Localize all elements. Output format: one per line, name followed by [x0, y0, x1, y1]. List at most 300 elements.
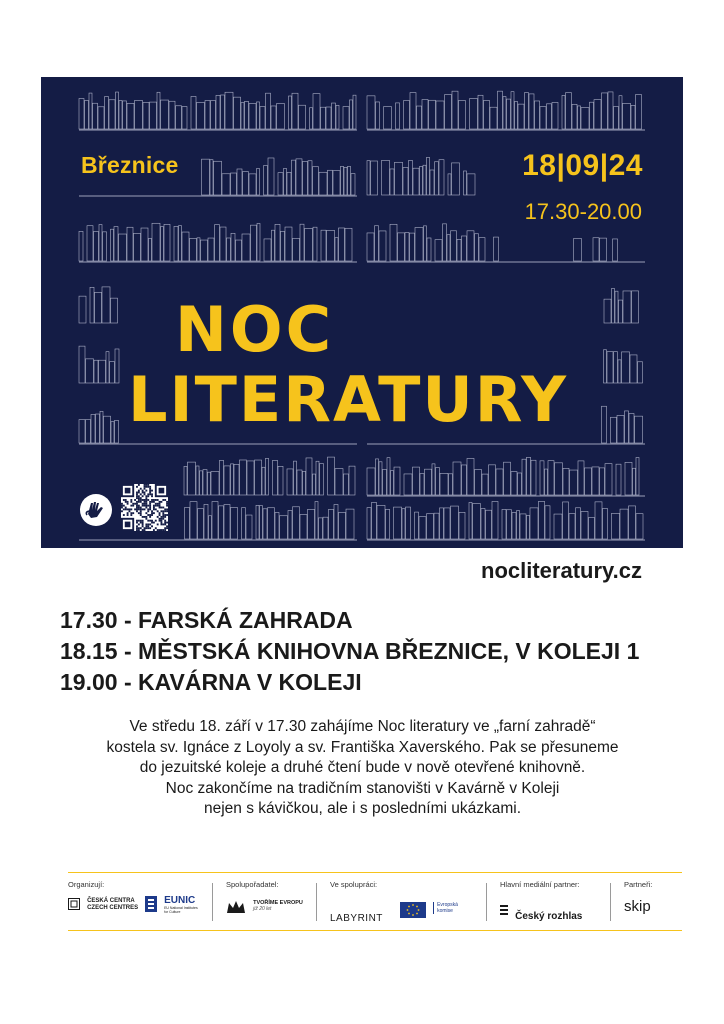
book-spine	[319, 172, 327, 195]
book-spine	[280, 516, 288, 539]
book-spine	[141, 228, 148, 261]
book-spine	[367, 468, 375, 495]
book-spine	[379, 462, 382, 495]
book-spine	[79, 99, 84, 129]
book-spine	[585, 468, 592, 495]
book-spine	[306, 458, 312, 495]
book-spine	[619, 96, 622, 129]
book-spine	[94, 360, 98, 383]
book-spine	[89, 93, 92, 129]
book-spine	[409, 160, 413, 195]
description-line: nejen s kávičkou, ale i s posledními ukázkami.	[203, 800, 522, 817]
book-spine	[268, 508, 275, 539]
book-spine	[219, 506, 224, 539]
book-spine	[394, 507, 402, 539]
book-spine	[182, 107, 187, 129]
book-spine	[367, 96, 375, 129]
book-spine	[260, 107, 265, 129]
book-spine	[630, 355, 637, 383]
book-spine	[612, 513, 620, 539]
book-spine	[197, 238, 200, 261]
book-spine	[79, 231, 83, 261]
book-spine	[262, 467, 265, 495]
book-spine	[420, 166, 423, 195]
book-spine	[613, 239, 618, 261]
book-spine	[308, 509, 315, 539]
book-spine	[278, 466, 283, 495]
book-spine	[622, 352, 630, 383]
book-spine	[413, 467, 420, 495]
book-spine	[190, 502, 197, 539]
book-spine	[529, 94, 534, 129]
copartner-caption: Spolupořadatel:	[226, 880, 279, 889]
book-spine	[222, 174, 230, 195]
book-spine	[203, 470, 207, 495]
book-spine	[205, 101, 210, 129]
book-spine	[367, 161, 370, 195]
book-spine	[387, 458, 390, 495]
book-spine	[525, 93, 529, 129]
poster-title-line2: LITERATURY	[128, 363, 569, 436]
book-spine	[633, 468, 636, 495]
book-spine	[616, 464, 621, 495]
book-spine	[377, 505, 385, 539]
book-spine	[503, 97, 506, 129]
book-spine	[348, 166, 351, 195]
book-spine	[319, 518, 323, 539]
book-spine	[410, 233, 415, 261]
book-spine	[619, 300, 623, 323]
book-spine	[413, 168, 419, 195]
book-spine	[623, 103, 631, 129]
book-spine	[321, 107, 326, 129]
book-spine	[467, 231, 474, 261]
book-spine	[379, 231, 386, 261]
book-spine	[339, 512, 346, 539]
book-spine	[636, 458, 639, 495]
book-spine	[335, 469, 343, 495]
book-spine	[518, 104, 524, 129]
book-spine	[135, 100, 143, 129]
book-spine	[490, 107, 497, 129]
book-spine	[98, 107, 104, 129]
book-spine	[247, 461, 254, 495]
book-spine	[593, 238, 599, 261]
book-spine	[453, 462, 461, 495]
hand-logo-icon	[80, 494, 112, 526]
book-spine	[600, 468, 605, 495]
book-spine	[216, 95, 220, 129]
book-spine	[266, 458, 269, 495]
book-spine	[569, 514, 575, 539]
book-spine	[143, 102, 149, 129]
book-spine	[436, 468, 440, 495]
book-spine	[196, 466, 199, 495]
cooperation-group	[330, 880, 480, 928]
book-spine	[299, 105, 306, 129]
book-spine	[305, 229, 313, 261]
book-spine	[333, 171, 340, 195]
book-spine	[201, 240, 208, 261]
book-spine	[574, 239, 582, 261]
schedule-item: 18.15 - MĚSTSKÁ KNIHOVNA BŘEZNICE, V KOLEJI 1	[60, 638, 640, 664]
book-spine	[127, 227, 133, 261]
copartner-group	[226, 880, 321, 928]
book-spine	[208, 472, 211, 495]
book-spine	[221, 95, 225, 129]
book-spine	[572, 104, 577, 129]
book-spine	[104, 416, 111, 443]
book-spine	[234, 97, 241, 129]
book-spine	[161, 100, 169, 129]
book-spine	[110, 362, 115, 383]
book-spine	[475, 234, 479, 261]
book-spine	[464, 171, 467, 195]
book-spine	[310, 108, 313, 129]
book-spine	[79, 346, 85, 383]
book-spine	[184, 466, 187, 495]
book-spine	[281, 231, 285, 261]
book-spine	[176, 106, 182, 129]
book-spine	[629, 414, 634, 443]
book-spine	[515, 101, 518, 129]
book-spine	[95, 292, 102, 323]
book-spine	[285, 227, 292, 261]
book-spine	[602, 93, 608, 129]
book-spine	[249, 104, 256, 129]
book-spine	[631, 105, 635, 129]
book-spine	[109, 100, 115, 129]
book-spine	[590, 102, 594, 129]
book-spine	[432, 464, 435, 495]
book-spine	[417, 106, 422, 129]
book-spine	[447, 235, 450, 261]
book-spine	[475, 470, 482, 495]
book-spine	[589, 518, 595, 539]
book-spine	[328, 170, 333, 195]
book-spine	[99, 225, 102, 261]
book-spine	[489, 465, 496, 495]
book-spine	[563, 468, 569, 495]
book-spine	[425, 469, 432, 495]
book-spine	[604, 299, 611, 323]
book-spine	[467, 174, 475, 195]
book-spine	[296, 159, 302, 195]
book-spine	[494, 237, 499, 261]
organizers-caption: Organizují:	[68, 880, 105, 889]
book-spine	[394, 467, 400, 495]
schedule-item: 17.30 - FARSKÁ ZAHRADA	[60, 607, 353, 633]
book-spine	[224, 466, 230, 495]
schedule-item: 19.00 - KAVÁRNA V KOLEJI	[60, 669, 362, 695]
website-link[interactable]: nocliteratury.cz	[481, 558, 642, 583]
book-spine	[315, 502, 318, 539]
partners-group	[624, 880, 682, 928]
footer-divider-top	[68, 872, 682, 873]
book-spine	[449, 474, 453, 495]
book-spine	[396, 103, 400, 129]
eunic-logo: EUNIC EU National Institutes for Culture	[145, 896, 202, 915]
partners-footer	[68, 880, 682, 928]
book-spine	[540, 107, 546, 129]
book-spine	[518, 473, 522, 495]
book-spine	[344, 167, 347, 195]
book-spine	[231, 173, 237, 195]
book-spine	[303, 471, 306, 495]
book-spine	[420, 474, 424, 495]
book-spine	[435, 240, 442, 261]
book-spine	[467, 458, 474, 495]
book-spine	[376, 459, 379, 495]
book-spine	[636, 514, 643, 539]
book-spine	[459, 512, 465, 539]
book-spine	[552, 102, 558, 129]
book-spine	[570, 470, 578, 495]
book-spine	[545, 506, 550, 539]
book-spine	[328, 457, 335, 495]
book-spine	[436, 101, 444, 129]
book-spine	[292, 160, 296, 195]
book-spine	[272, 230, 275, 261]
book-spine	[479, 238, 485, 261]
event-description	[60, 717, 665, 820]
czech-centres-icon	[68, 898, 80, 910]
book-spine	[578, 106, 581, 129]
event-poster	[41, 77, 683, 548]
book-spine	[434, 513, 439, 539]
book-spine	[323, 517, 328, 539]
book-spine	[504, 462, 511, 495]
book-spine	[341, 166, 344, 195]
book-spine	[303, 161, 308, 195]
event-date: 18|09|24	[522, 149, 643, 182]
book-spine	[375, 226, 379, 261]
book-spine	[367, 233, 374, 261]
event-schedule	[60, 605, 639, 698]
book-spine	[111, 229, 114, 261]
event-time: 17.30-20.00	[524, 199, 642, 224]
book-spine	[157, 92, 160, 129]
book-spine	[300, 224, 304, 261]
book-spine	[287, 469, 293, 495]
book-spine	[351, 174, 355, 195]
book-spine	[197, 103, 205, 129]
book-spine	[459, 101, 466, 129]
book-spine	[246, 515, 252, 539]
book-spine	[484, 101, 490, 129]
book-spine	[149, 238, 152, 261]
book-spine	[111, 422, 114, 443]
book-spine	[208, 238, 214, 261]
book-spine	[592, 467, 599, 495]
description-line: kostela sv. Ignáce z Loyoly a sv. Františka Xaverského. Pak se přesuneme	[106, 738, 619, 756]
book-spine	[427, 238, 431, 261]
book-spine	[353, 95, 356, 129]
book-spine	[90, 287, 94, 323]
cesky-rozhlas-logo: Český rozhlas	[500, 904, 582, 923]
book-spine	[603, 509, 608, 539]
book-spine	[535, 101, 540, 129]
book-spine	[632, 291, 639, 323]
book-spine	[320, 464, 324, 495]
book-spine	[288, 511, 292, 539]
book-spine	[111, 298, 118, 323]
book-spine	[423, 165, 426, 195]
book-spine	[277, 104, 285, 129]
book-spine	[96, 414, 100, 443]
book-spine	[415, 228, 423, 261]
book-spine	[287, 172, 291, 195]
book-spine	[349, 466, 355, 495]
european-commission-logo: Evropská komise	[400, 902, 458, 921]
book-spine	[182, 232, 189, 261]
book-spine	[419, 517, 426, 539]
book-spine	[602, 406, 607, 443]
book-spine	[237, 169, 242, 195]
book-spine	[164, 224, 170, 261]
book-spine	[231, 233, 235, 261]
book-spine	[563, 502, 569, 539]
book-spine	[443, 224, 447, 261]
book-spine	[243, 172, 249, 195]
book-spine	[255, 460, 262, 495]
book-spine	[604, 350, 607, 383]
book-spine	[114, 227, 118, 261]
book-spine	[289, 96, 292, 129]
poster-title-line1: NOC	[175, 293, 335, 366]
book-spine	[313, 167, 319, 195]
book-spine	[249, 174, 256, 195]
book-spine	[638, 362, 643, 383]
footer-divider-bottom	[68, 930, 682, 931]
book-spine	[617, 416, 624, 443]
book-spine	[391, 471, 394, 495]
book-spine	[435, 162, 439, 195]
book-spine	[371, 161, 378, 195]
book-spine	[346, 509, 354, 539]
book-spine	[200, 471, 203, 495]
book-spine	[618, 360, 621, 383]
book-spine	[429, 100, 436, 129]
book-spine	[224, 505, 230, 539]
book-spine	[271, 106, 276, 129]
rozhlas-icon	[500, 905, 508, 915]
book-spine	[297, 470, 302, 495]
book-spine	[531, 460, 536, 495]
book-spine	[620, 509, 628, 539]
book-spine	[264, 166, 268, 195]
book-spine	[210, 160, 213, 195]
book-spine	[496, 469, 503, 495]
book-spine	[398, 233, 405, 261]
book-spine	[115, 349, 119, 383]
book-spine	[93, 103, 98, 129]
book-spine	[554, 514, 562, 539]
book-spine	[105, 97, 109, 129]
book-spine	[87, 226, 93, 261]
book-spine	[629, 506, 636, 539]
skip-logo: skip	[624, 898, 651, 915]
book-spine	[161, 227, 164, 261]
book-spine	[343, 107, 349, 129]
book-spine	[562, 95, 565, 129]
footer-separator	[610, 883, 611, 921]
book-spine	[106, 352, 109, 383]
book-spine	[605, 464, 612, 495]
book-spine	[326, 107, 331, 129]
book-spine	[452, 91, 458, 129]
book-spine	[202, 159, 210, 195]
book-spine	[595, 502, 602, 539]
book-spine	[406, 507, 411, 539]
footer-separator	[212, 883, 213, 921]
book-spine	[382, 160, 390, 195]
book-spine	[245, 101, 249, 129]
book-spine	[427, 157, 430, 195]
book-spine	[209, 516, 212, 539]
book-spine	[327, 230, 335, 261]
book-spine	[273, 460, 278, 495]
book-spine	[231, 508, 238, 539]
book-spine	[367, 508, 371, 539]
book-spine	[94, 232, 99, 261]
book-spine	[517, 511, 520, 539]
book-spine	[376, 102, 380, 129]
book-spine	[345, 228, 352, 261]
book-spine	[470, 99, 478, 129]
book-spine	[134, 233, 141, 261]
book-spine	[313, 94, 320, 129]
book-spine	[415, 512, 419, 539]
book-spine	[486, 510, 492, 539]
book-spine	[625, 411, 629, 443]
book-spine	[576, 508, 581, 539]
book-spine	[444, 508, 450, 539]
book-spine	[241, 103, 244, 129]
book-spine	[150, 102, 157, 129]
book-spine	[424, 226, 427, 261]
book-spine	[198, 509, 204, 539]
media-partner-caption: Hlavní mediální partner:	[500, 880, 580, 889]
book-spine	[344, 474, 349, 495]
book-spine	[350, 100, 353, 129]
book-spine	[430, 170, 434, 195]
book-spine	[581, 108, 589, 129]
book-spine	[278, 173, 283, 195]
book-spine	[462, 465, 467, 495]
book-spine	[600, 238, 607, 261]
footer-separator	[316, 883, 317, 921]
book-spine	[116, 92, 119, 129]
qr-code-icon[interactable]	[121, 484, 168, 531]
book-spine	[231, 464, 234, 495]
book-spine	[445, 95, 452, 129]
book-spine	[403, 168, 408, 195]
book-spine	[339, 228, 345, 261]
book-spine	[390, 169, 394, 195]
book-spine	[611, 417, 617, 443]
book-spine	[236, 240, 242, 261]
book-spine	[191, 96, 196, 129]
book-spine	[99, 360, 106, 383]
book-spine	[119, 234, 127, 261]
book-spine	[492, 501, 498, 539]
book-spine	[390, 224, 397, 261]
book-spine	[404, 474, 412, 495]
book-spine	[313, 474, 316, 495]
book-spine	[498, 91, 503, 129]
description-line: Ve středu 18. září v 17.30 zahájíme Noc literatury ve „farní zahradě“	[129, 718, 596, 735]
